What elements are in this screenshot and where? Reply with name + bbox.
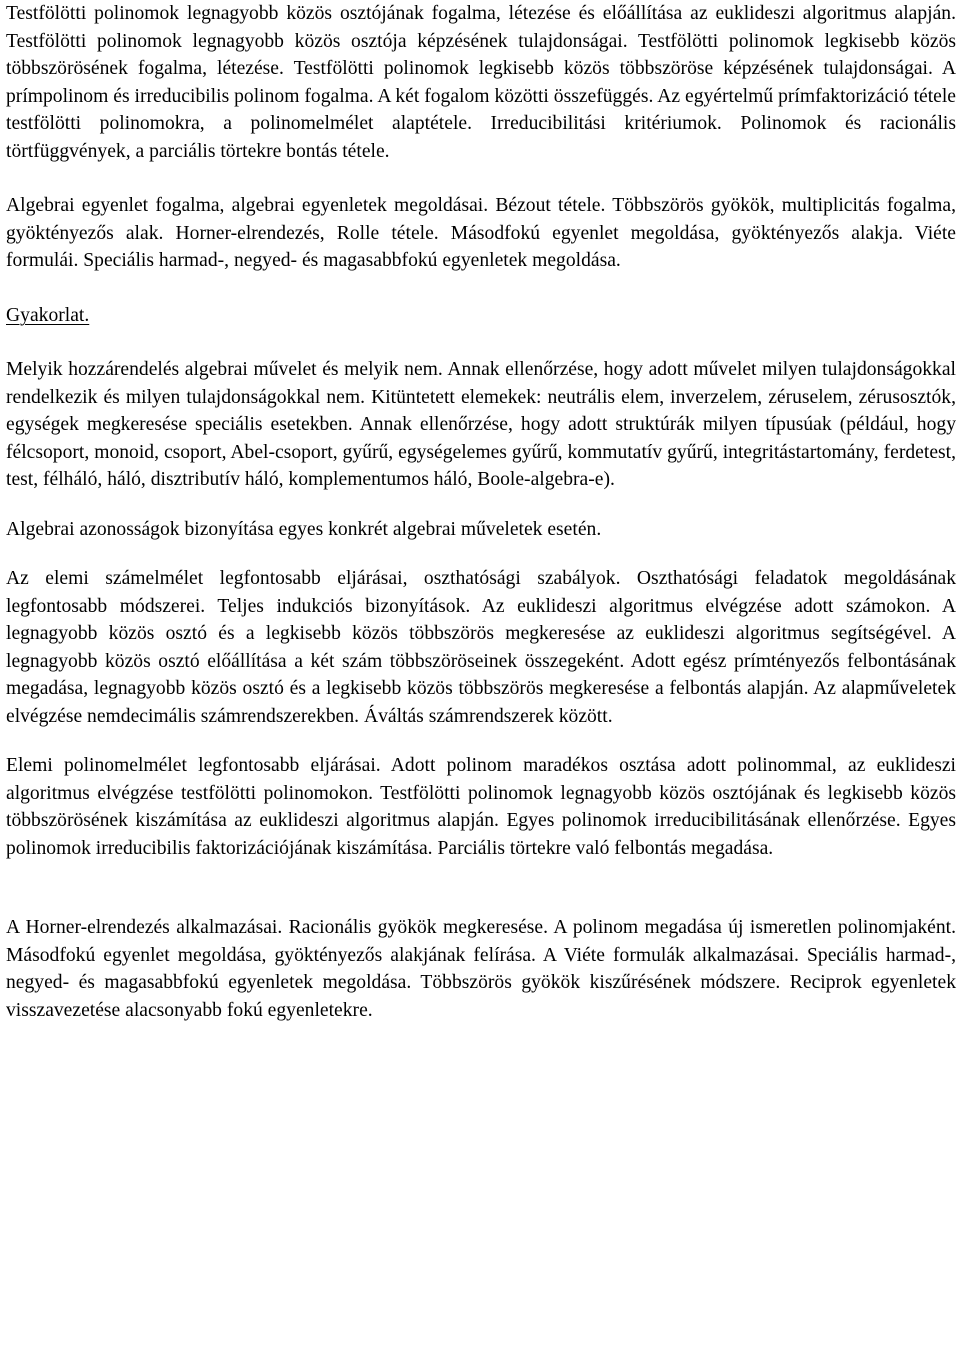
paragraph-polynomial-procedures: Elemi polinomelmélet legfontosabb eljárásai. Adott polinom maradékos osztása adott polinommal, az euklideszi algoritmus elvégzése testfölötti polinomokon. Testfölötti polinomok legnagyobb közös osztójának és legkisebb közös többszörösének kiszámítása az euklideszi algoritmus alapján. Egyes polinomok irreducibilitásának ellenőrzése. Egyes polinomok irreducibilis faktorizációjának kiszámítása. Parciális törtekre való felbontás megadása. [6, 755, 956, 859]
paragraph-algebraic-equations: Algebrai egyenlet fogalma, algebrai egyenletek megoldásai. Bézout tétele. Többszörös gyökök, multiplicitás fogalma, gyöktényezős alak. Horner-elrendezés, Rolle tétele. Másodfokú egyenlet megoldása, gyöktényezős alakja. Viéte formulái. Speciális harmad-, negyed- és magasabbfokú egyenletek megoldása. [6, 195, 956, 271]
paragraph-algebraic-identities: Algebrai azonosságok bizonyítása egyes konkrét algebrai műveletek esetén. [6, 518, 602, 540]
paragraph-horner-applications: A Horner-elrendezés alkalmazásai. Racionális gyökök megkeresése. A polinom megadása új ismeretlen polinomjaként. Másodfokú egyenlet megoldása, gyöktényezős alakjának felírása. A Viéte formulák alkalmazásai. Speciális harmad-, negyed- és magasabbfokú egyenletek megoldása. Többszörös gyökök kiszűrésének módszere. Reciprok egyenletek visszavezetése alacsonyabb fokú egyenletekre. [6, 917, 956, 1021]
document-page [6, 0, 956, 1024]
paragraph-number-theory: Az elemi számelmélet legfontosabb eljárásai, oszthatósági szabályok. Oszthatósági feladatok megoldásának legfontosabb módszerei. Teljes indukciós bizonyítások. Az euklideszi algoritmus elvégzése adott számokon. A legnagyobb közös osztó és a legkisebb közös többszörös megkeresése az euklideszi algoritmus segítségével. A legnagyobb közös osztó előállítása a két szám többszöröseinek összegeként. Adott egész prímtényezős felbontásának megadása, legnagyobb közös osztó és a legkisebb közös többszörös megkeresése a felbontás alapján. Az alapműveletek elvégzése nemdecimális számrendszerekben. Áváltás számrendszerek között. [6, 568, 956, 727]
practice-heading: Gyakorlat. [6, 304, 90, 326]
paragraph-polynomial-gcd: Testfölötti polinomok legnagyobb közös osztójának fogalma, létezése és előállítása az euklideszi algoritmus alapján. Testfölötti polinomok legnagyobb közös osztója képzésének tulajdonságai. Testfölötti polinomok legkisebb közös többszörösének fogalma, létezése. Testfölötti polinomok legkisebb közös többszöröse képzésének tulajdonságai. A prímpolinom és irreducibilis polinom fogalma. A két fogalom közötti összefüggés. Az egyértelmű prímfaktorizáció tétele testfölötti polinomokra, a polinomelmélet alaptétele. Irreducibilitási kritériumok. Polinomok és racionális törtfüggvények, a parciális törtekre bontás tétele. [6, 3, 956, 162]
paragraph-algebraic-operations: Melyik hozzárendelés algebrai művelet és melyik nem. Annak ellenőrzése, hogy adott művelet milyen tulajdonságokkal rendelkezik és milyen tulajdonságokkal nem. Kitüntetett elemekek: neutrális elem, inverzelem, zéruselem, zérusosztók, egységek megkeresése speciális esetekben. Annak ellenőrzése, hogy adott struktúrák milyen típusúak (például, hogy félcsoport, monoid, csoport, Abel-csoport, gyűrű, egységelemes gyűrű, kommutatív gyűrű, integritástartomány, ferdetest, test, félháló, háló, disztributív háló, komplementumos háló, Boole-algebra-e). [6, 359, 956, 490]
